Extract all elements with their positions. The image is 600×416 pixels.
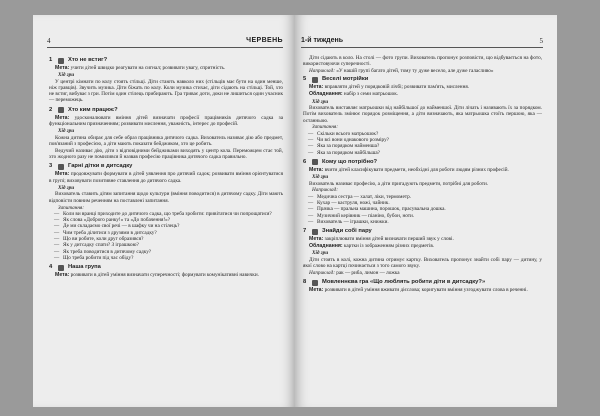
right-column — [303, 55, 542, 296]
game-section-1 — [49, 57, 283, 104]
section-heading — [49, 57, 283, 64]
right-page-number: 5 — [539, 37, 543, 45]
section-number: 4 — [49, 264, 53, 271]
goal-paragraph: Мета: розвивати в дітей уміння вживати дієслова; коригувати вміння узгоджувати слова в реченні. — [309, 287, 528, 294]
goal-paragraph: Мета: закріплювати вміння дітей визначати перший звук у слові. — [309, 236, 454, 243]
square-bullet-icon — [58, 164, 64, 170]
section-heading — [49, 163, 283, 170]
game-section-6 — [303, 159, 542, 225]
left-header-title: ЧЕРВЕНЬ — [246, 37, 283, 44]
section-heading — [303, 159, 542, 166]
goal-paragraph: Мета: учити дітей швидко реагувати на сигнал; розвивати увагу, спритність. — [55, 65, 226, 71]
list-item: — Яка за порядком найменша? — [317, 143, 542, 149]
course-label: Хід гри — [58, 185, 75, 192]
section-title: Хто ким працює? — [68, 106, 118, 113]
section-title: Наша група — [68, 264, 101, 271]
list-item: — Скільки всього матрьошок? — [317, 131, 542, 137]
section-number: 6 — [303, 158, 307, 165]
intro-example: Наприклад: «У нашій групі багато дітей, тому ту дуже весело, але дуже галасливо» — [309, 68, 494, 75]
course-label: Хід гри — [312, 98, 329, 105]
game-text: Вихователь називає професію, а діти пригадують предмети, потрібні для роботи. — [309, 180, 489, 187]
list-item: — Як треба поводитися в дитячому садку? — [63, 249, 283, 255]
list-item: — Кухар — каструля, ножі, чайник. — [317, 200, 542, 206]
list-item: — Прачка — пральна машина, порошок, прасувальна дошка. — [317, 206, 542, 212]
section-number: 1 — [49, 57, 53, 63]
examples-label: Запитання: — [58, 204, 85, 211]
square-bullet-icon — [58, 58, 64, 64]
list-item: — Як слова «Доброго ранку!» та «До побачення!»? — [63, 217, 283, 223]
square-bullet-icon — [58, 107, 64, 113]
game-text: Вихователь ставить дітям запитання щодо культури (вміння поводитися) в дитячому садку. Діти мають відповісти повним реченням на поставлені запитання. — [49, 191, 283, 204]
goal-paragraph: Мета: удосконалювати вміння дітей визначати професії працівників дитячого садка за функціональним призначенням; розвивати мислення, уважність, інтерес до професій. — [49, 114, 283, 128]
game-text: У центрі кімнати по колу стоять стільці. Діти стають навколо них (стільців має бути на один менше, ніж гравців). Звучить музика. Діти біжать по колу. Коли музика стихає, діти сідають на стільці. Той, хто не встиг, вибуває з гри. Потім один стілець прибирають. Гра триває доти, доки не лишиться один учасник — переможець. — [49, 78, 283, 104]
section-number: 5 — [303, 76, 307, 83]
goal-paragraph: Мета: вправляти дітей у порядковій лічбі; розвивати пам'ять, мислення. — [309, 84, 470, 91]
equipment-paragraph: Обладнання: картки із зображенням різних предметів. — [309, 243, 435, 250]
game-section-8 — [303, 279, 542, 293]
game-section-5 — [303, 76, 542, 155]
game-section-7 — [303, 228, 542, 276]
right-page — [295, 15, 557, 407]
square-bullet-icon — [58, 265, 64, 271]
game-section-3 — [49, 163, 283, 261]
section-title: Веселі мотрійки — [322, 76, 369, 83]
list-item: — Чим треба ділитися з друзями в дитсадку? — [63, 230, 283, 236]
section-heading — [49, 107, 283, 114]
list-item: — Що треба робити під час обіду? — [63, 255, 283, 261]
square-bullet-icon — [312, 229, 318, 235]
game-section-2 — [49, 107, 283, 161]
section-number: 3 — [49, 163, 53, 170]
list-item: — Як у дитсадку спати? З іграшкою? — [63, 242, 283, 248]
question-list — [49, 211, 283, 261]
section-heading — [303, 279, 542, 286]
game-text: Вихователь виставляє матрьошки від найбільшої до найменшої. Діти лічать і називають їх за порядком. Потім вихователь змінює порядок розміщення, а діти визначають, яка матрьошка стоїть першою, яка — останньою. — [303, 104, 542, 124]
left-page-header — [47, 35, 283, 48]
goal-paragraph: Мета: вчити дітей класифікувати предмети, необхідні для роботи людям різних професій. — [309, 166, 509, 173]
left-page — [33, 15, 295, 407]
equipment-paragraph: Обладнання: набір з семи матрьошок. — [309, 91, 399, 98]
square-bullet-icon — [312, 280, 318, 286]
section-number: 7 — [303, 228, 307, 235]
course-label: Хід гри — [312, 250, 329, 257]
left-page-number: 4 — [47, 37, 51, 45]
game-section-4 — [49, 264, 283, 278]
section-heading — [49, 264, 283, 271]
right-page-header — [301, 35, 543, 48]
square-bullet-icon — [312, 159, 318, 165]
course-label: Хід гри — [58, 128, 75, 135]
list-item: — Що ви робите, коли друг образився? — [63, 236, 283, 242]
list-item: — Яка за порядком найбільша? — [317, 150, 542, 156]
list-item: — Де ми складаємо свої речі — в шафку чи на стілець? — [63, 223, 283, 229]
list-item: — Медична сестра — халат, ліки, термометр. — [317, 194, 542, 200]
section-title: Мовленнєва гра «Що люблять робити діти в дитсадку?» — [322, 279, 486, 286]
list-item: — Музичний керівник — піаніно, бубон, ноти. — [317, 213, 542, 219]
game-text: Діти стоять в колі, кожна дитина отримує картку. Вихователь пропонує знайти собі пару — дитину, у якої слово на картці починається з того самого звуку. — [303, 256, 542, 269]
section-heading — [303, 228, 542, 235]
section-title: Знайди собі пару — [322, 228, 372, 235]
list-item: — Коли ви вранці приходите до дитячого садка, що треба зробити: привітатися чи попрощатися? — [63, 211, 283, 217]
section-number: 2 — [49, 106, 53, 113]
section-title: Хто не встиг? — [68, 57, 108, 63]
question-list — [303, 131, 542, 156]
examples-label: Запитання: — [312, 124, 339, 131]
section-heading — [303, 76, 542, 83]
section-title: Гарні дітки в дитсадку — [68, 163, 133, 170]
example-list — [303, 194, 542, 225]
right-header-title: 1-й тиждень — [301, 37, 344, 44]
game-text: Кожна дитина обирає для себе образ працівника дитячого садка. Вихователь називає дію або предмет, пов'язаний з професією, а діти мають показати бейджиком, хто це робить. — [49, 134, 283, 147]
example-line: Наприклад: рак — риба, лимон — ложка — [309, 269, 400, 276]
goal-paragraph: Мета: розвивати в дітей уміння визначати суперечності; формувати комунікативні навички. — [55, 272, 259, 279]
list-item: — Вихователь — іграшки, книжки. — [317, 219, 542, 225]
intro-text: Діти сідають в коло. На столі — фото групи. Вихователь пропонує розповісти, що відбувається на фото, використовуючи суперечності. — [303, 55, 542, 68]
square-bullet-icon — [312, 77, 318, 83]
course-label: Хід гри — [312, 174, 329, 181]
list-item: — Чи всі вони однакового розміру? — [317, 137, 542, 143]
left-column — [49, 55, 283, 282]
game-text-2: Ведучий називає дію, діти з відповідними бейджиками виходять у центр кола. Переможцем стає той, хто жодного разу не помилився й назвав професію працівника дитячого садка правильно. — [49, 147, 283, 161]
section-title: Кому що потрібно? — [322, 158, 378, 165]
section-number: 8 — [303, 279, 307, 286]
course-label: Хід гри — [58, 72, 75, 79]
goal-paragraph: Мета: продовжувати формувати в дітей уявлення про дитячий садок; розвивати вміння орієнтуватися в групі; виховувати позитивне ставлення до дитячого садка. — [49, 171, 284, 184]
examples-label: Наприклад: — [312, 187, 338, 194]
